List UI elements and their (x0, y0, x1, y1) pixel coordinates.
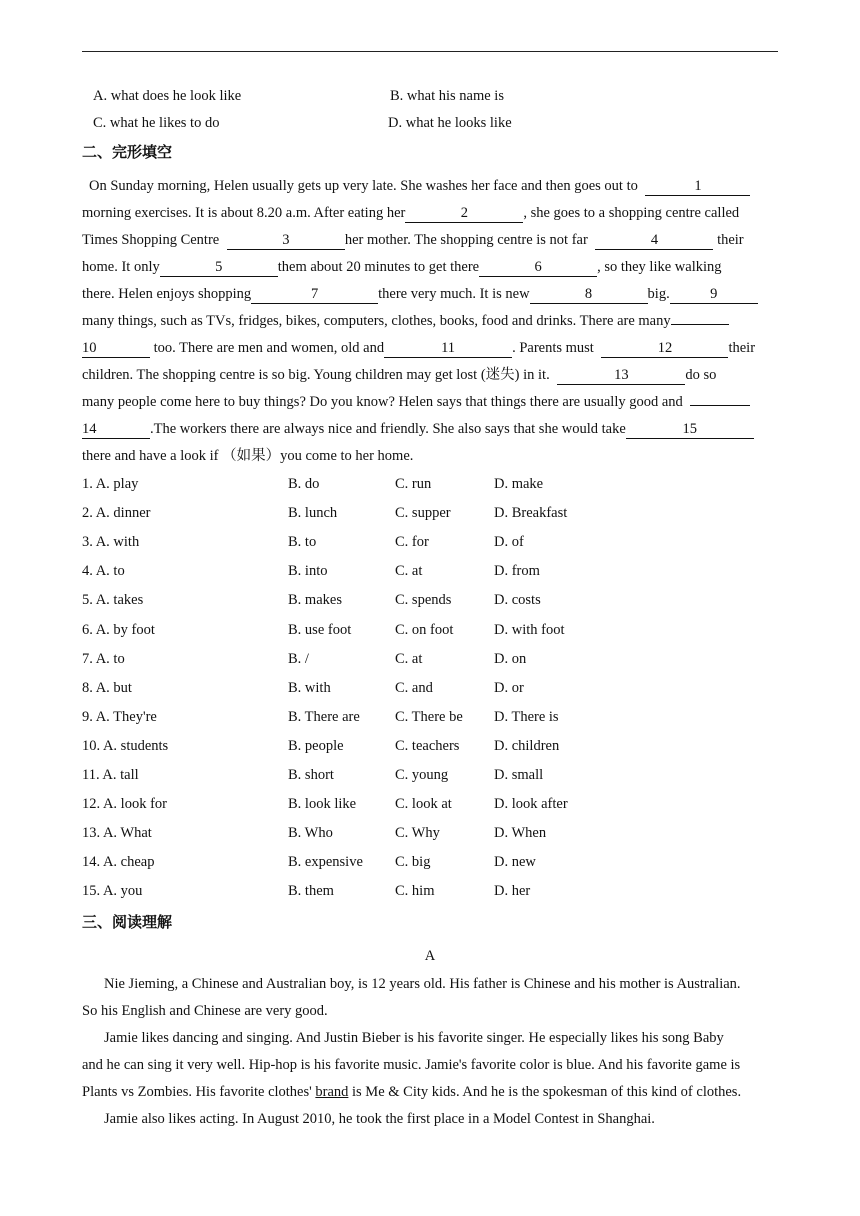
choice-a: 1. A. play (82, 476, 139, 492)
choice-a: 2. A. dinner (82, 505, 151, 522)
choice-a: 4. A. to (82, 563, 125, 580)
reading-para-1-line-2: So his English and Chinese are very good. (82, 1003, 328, 1019)
section-3-heading: 三、阅读理解 (82, 913, 173, 931)
cloze-text: big. (647, 286, 670, 302)
header-rule (82, 51, 778, 52)
cloze-text: , she goes to a shopping centre called (523, 205, 740, 221)
choice-c: C. him (395, 883, 435, 900)
choice-c: C. teachers (395, 737, 460, 754)
blank-10: 10 (82, 340, 150, 358)
choice-b: B. do (288, 476, 320, 492)
choice-b: B. lunch (288, 505, 338, 522)
blank-7: 7 (251, 286, 378, 304)
passage-label: A (424, 948, 436, 964)
choice-d: D. on (494, 650, 527, 667)
choice-c: C. Why (395, 825, 440, 842)
cloze-line-8 (82, 366, 716, 385)
choice-d: D. look after (494, 796, 568, 813)
choice-b: B. Who (288, 825, 333, 842)
choice-a: 10. A. students (82, 737, 169, 754)
reading-text: is Me & City kids. And he is the spokesman of this kind of clothes. (352, 1084, 742, 1100)
choice-d: D. costs (494, 592, 541, 609)
choice-a: 11. A. tall (82, 767, 139, 783)
blank-1: 1 (645, 178, 750, 196)
blank-14: 14 (82, 421, 150, 439)
choice-b: B. expensive (288, 854, 363, 871)
choice-d: D. her (494, 883, 531, 900)
choice-a: 7. A. to (82, 650, 125, 667)
choice-b: B. / (288, 650, 309, 667)
choice-b: B. into (288, 563, 328, 580)
choice-b: B. to (288, 534, 317, 551)
cloze-text: too. There are men and women, old and (153, 340, 385, 356)
choice-d: D. When (494, 825, 547, 842)
cloze-line-2 (82, 204, 739, 223)
choice-a: 5. A. takes (82, 592, 144, 609)
choice-c: C. at (395, 563, 423, 580)
choice-b: B. look like (288, 796, 357, 813)
reading-para-2-line-1: Jamie likes dancing and singing. And Justin Bieber is his favorite singer. He especially likes his song Baby (104, 1030, 724, 1046)
choice-c: C. spends (395, 592, 452, 609)
cloze-line-4 (82, 258, 722, 277)
cloze-line-11 (82, 447, 413, 465)
section-2-heading: 二、完形填空 (82, 143, 173, 161)
cloze-text: , so they like walking (597, 259, 722, 275)
choice-a: 9. A. They're (82, 708, 157, 725)
choice-b: B. makes (288, 592, 342, 609)
choice-c: C. look at (395, 796, 452, 813)
cloze-text: their (717, 232, 744, 248)
cloze-line-5 (82, 285, 758, 304)
cloze-text: .The workers there are always nice and friendly. She also says that she would take (150, 421, 626, 437)
blank-4: 4 (595, 232, 713, 250)
blank-9: 9 (670, 286, 758, 304)
underlined-word-brand: brand (315, 1084, 349, 1100)
cloze-line-6 (82, 312, 729, 330)
choice-a: 8. A. but (82, 679, 132, 696)
choice-a: 6. A. by foot (82, 621, 155, 638)
choice-c: C. at (395, 650, 423, 667)
choice-c: C. run (395, 476, 432, 492)
choice-d: D. children (494, 737, 560, 754)
choice-d: D. from (494, 563, 540, 580)
cloze-line-3 (82, 231, 744, 250)
choice-d: D. with foot (494, 621, 565, 638)
blank-5: 5 (160, 259, 278, 277)
choice-c: C. and (395, 679, 433, 696)
choice-c: C. supper (395, 505, 451, 522)
reading-para-2-line-3 (82, 1083, 741, 1101)
blank-10-underline (671, 324, 729, 325)
choice-b: B. short (288, 767, 334, 783)
cloze-text: home. It only (82, 259, 160, 275)
blank-13: 13 (557, 367, 685, 385)
cloze-text: On Sunday morning, Helen usually gets up very late. She washes her face and then goes out to (89, 178, 638, 194)
cloze-text: Times Shopping Centre (82, 232, 220, 248)
choice-a: 15. A. you (82, 883, 143, 900)
choice-d: D. There is (494, 708, 559, 725)
cloze-line-9 (82, 393, 750, 411)
choice-d: D. new (494, 854, 536, 871)
blank-15: 15 (626, 421, 754, 439)
choice-b: B. There are (288, 708, 360, 725)
cloze-text: many people come here to buy things? Do you know? Helen says that things there are usually good and (82, 394, 683, 410)
cloze-text: many things, such as TVs, fridges, bikes, computers, clothes, books, food and drinks. There are many (82, 313, 671, 329)
choice-d: D. or (494, 679, 524, 696)
choice-d: D. Breakfast (494, 505, 568, 522)
cloze-text: there very much. It is new (378, 286, 530, 302)
choice-a: 12. A. look for (82, 796, 167, 813)
cloze-text: . Parents must (512, 340, 594, 356)
blank-12: 12 (601, 340, 728, 358)
choice-a: 14. A. cheap (82, 854, 155, 871)
cloze-text: them about 20 minutes to get there (277, 259, 480, 275)
blank-2: 2 (405, 205, 523, 223)
reading-para-2-line-2: and he can sing it very well. Hip-hop is his favorite music. Jamie's favorite color is blue. And his favorite game is (82, 1057, 741, 1073)
cloze-text: do so (685, 367, 717, 383)
cloze-text: her mother. The shopping centre is not far (344, 232, 588, 248)
cloze-text: their (728, 340, 756, 356)
option-b: B. what his name is (390, 88, 504, 104)
option-c: C. what he likes to do (93, 115, 220, 131)
blank-14-underline (690, 405, 750, 406)
cloze-text: morning exercises. It is about 8.20 a.m. After eating her (82, 205, 406, 221)
choice-b: B. people (288, 737, 344, 754)
choice-c: C. young (395, 767, 449, 783)
blank-8: 8 (530, 286, 648, 304)
choice-b: B. with (288, 679, 331, 696)
reading-para-1-line-1: Nie Jieming, a Chinese and Australian boy, is 12 years old. His father is Chinese and his mother is Australian. (104, 976, 741, 992)
choice-a: 13. A. What (82, 825, 152, 842)
blank-3: 3 (227, 232, 345, 250)
choice-c: C. There be (395, 708, 463, 725)
cloze-line-1 (89, 177, 750, 196)
choice-b: B. use foot (288, 621, 352, 638)
choice-d: D. make (494, 476, 544, 492)
choice-c: C. big (395, 854, 431, 871)
option-a: A. what does he look like (93, 88, 242, 104)
choice-d: D. of (494, 534, 524, 551)
blank-6: 6 (479, 259, 597, 277)
choice-d: D. small (494, 767, 544, 783)
choice-c: C. on foot (395, 621, 454, 638)
cloze-line-7 (82, 339, 755, 358)
cloze-text: children. The shopping centre is so big. Young children may get lost (迷失) in it. (82, 367, 550, 383)
choice-a: 3. A. with (82, 534, 140, 551)
choice-b: B. them (288, 883, 334, 900)
reading-para-3-line-1: Jamie also likes acting. In August 2010, he took the first place in a Model Contest in Shanghai. (104, 1111, 655, 1127)
cloze-text: there. Helen enjoys shopping (82, 286, 252, 302)
option-d: D. what he looks like (388, 115, 512, 131)
reading-text: Plants vs Zombies. His favorite clothes' (82, 1084, 312, 1100)
choice-c: C. for (395, 534, 429, 551)
blank-11: 11 (384, 340, 512, 358)
cloze-line-10 (82, 420, 754, 439)
cloze-text: there and have a look if （如果）you come to her home. (82, 448, 414, 464)
